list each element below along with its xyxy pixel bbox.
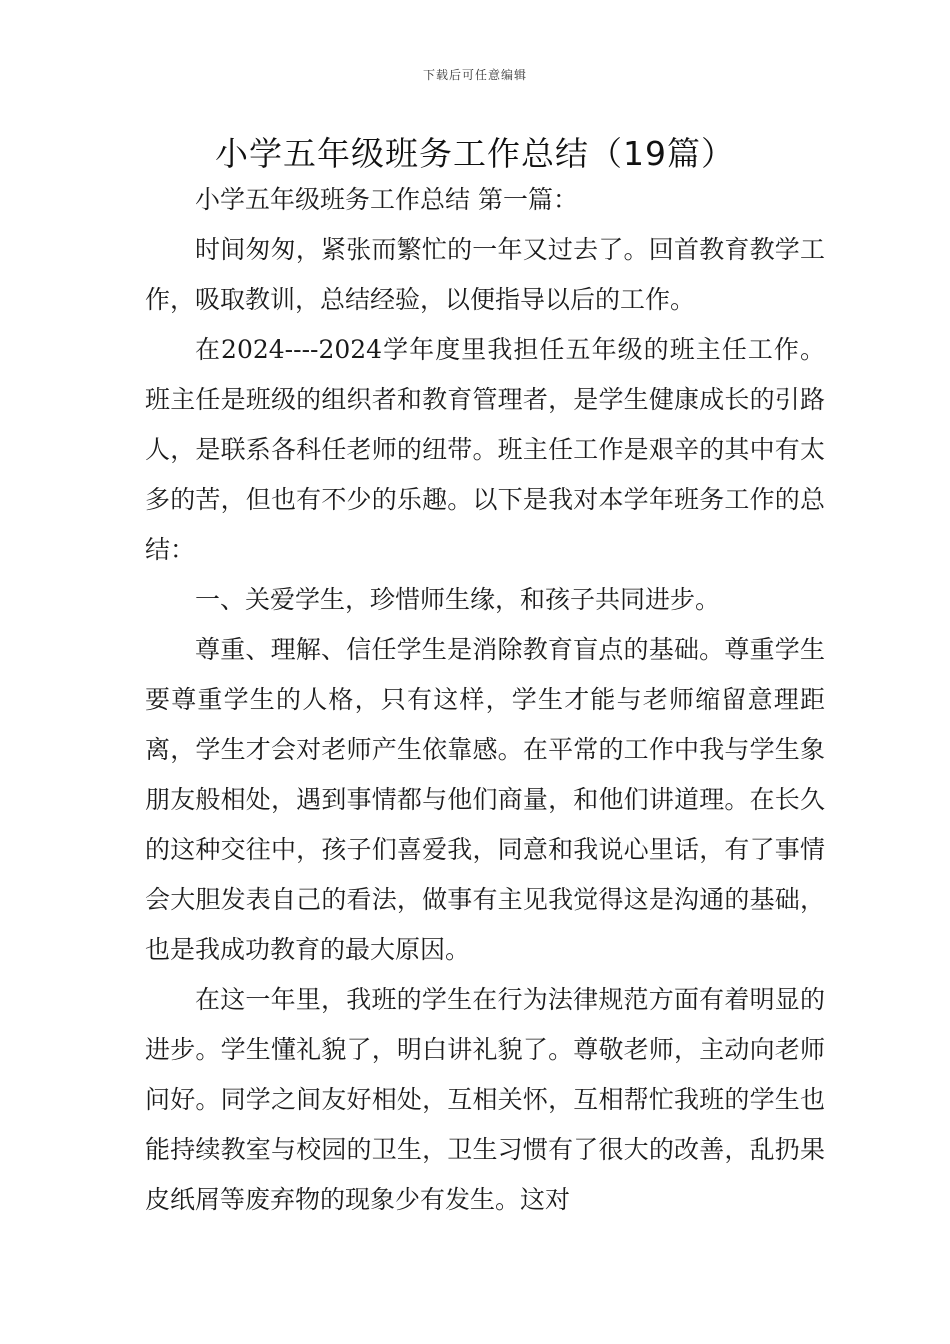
paragraph-4: 尊重、理解、信任学生是消除教育盲点的基础。尊重学生要尊重学生的人格，只有这样，学生才能与老师缩留意理距离，学生才会对老师产生依靠感。在平常的工作中我与学生象朋友般相处，遇到事情都与他们商量，和他们讲道理。在长久的这种交往中，孩子们喜爱我，同意和我说心里话，有了事情会大胆发表自己的看法，做事有主见我觉得这是沟通的基础，也是我成功教育的最大原因。 bbox=[145, 635, 825, 964]
section-label: 小学五年级班务工作总结 第一篇： bbox=[195, 185, 578, 214]
paragraph-2: 在2024----2024学年度里我担任五年级的班主任工作。班主任是班级的组织者和教育管理者，是学生健康成长的引路人，是联系各科任老师的纽带。班主任工作是艰辛的其中有太多的苦，但也有不少的乐趣。以下是我对本学年班务工作的总结： bbox=[145, 335, 825, 564]
paragraph-1: 时间匆匆，紧张而繁忙的一年又过去了。回首教育教学工作，吸取教训，总结经验，以便指导以后的工作。 bbox=[145, 235, 825, 314]
page-header-note: 下载后可任意编辑 bbox=[422, 68, 527, 82]
document-title: 小学五年级班务工作总结（19篇） bbox=[215, 134, 735, 173]
document-body bbox=[145, 175, 825, 1225]
paragraph-3-heading: 一、关爱学生，珍惜师生缘，和孩子共同进步。 bbox=[195, 585, 721, 614]
paragraph-5: 在这一年里，我班的学生在行为法律规范方面有着明显的进步。学生懂礼貌了，明白讲礼貌了。尊敬老师，主动向老师问好。同学之间友好相处，互相关怀，互相帮忙我班的学生也能持续教室与校园的卫生，卫生习惯有了很大的改善，乱扔果皮纸屑等废弃物的现象少有发生。这对 bbox=[145, 985, 825, 1214]
